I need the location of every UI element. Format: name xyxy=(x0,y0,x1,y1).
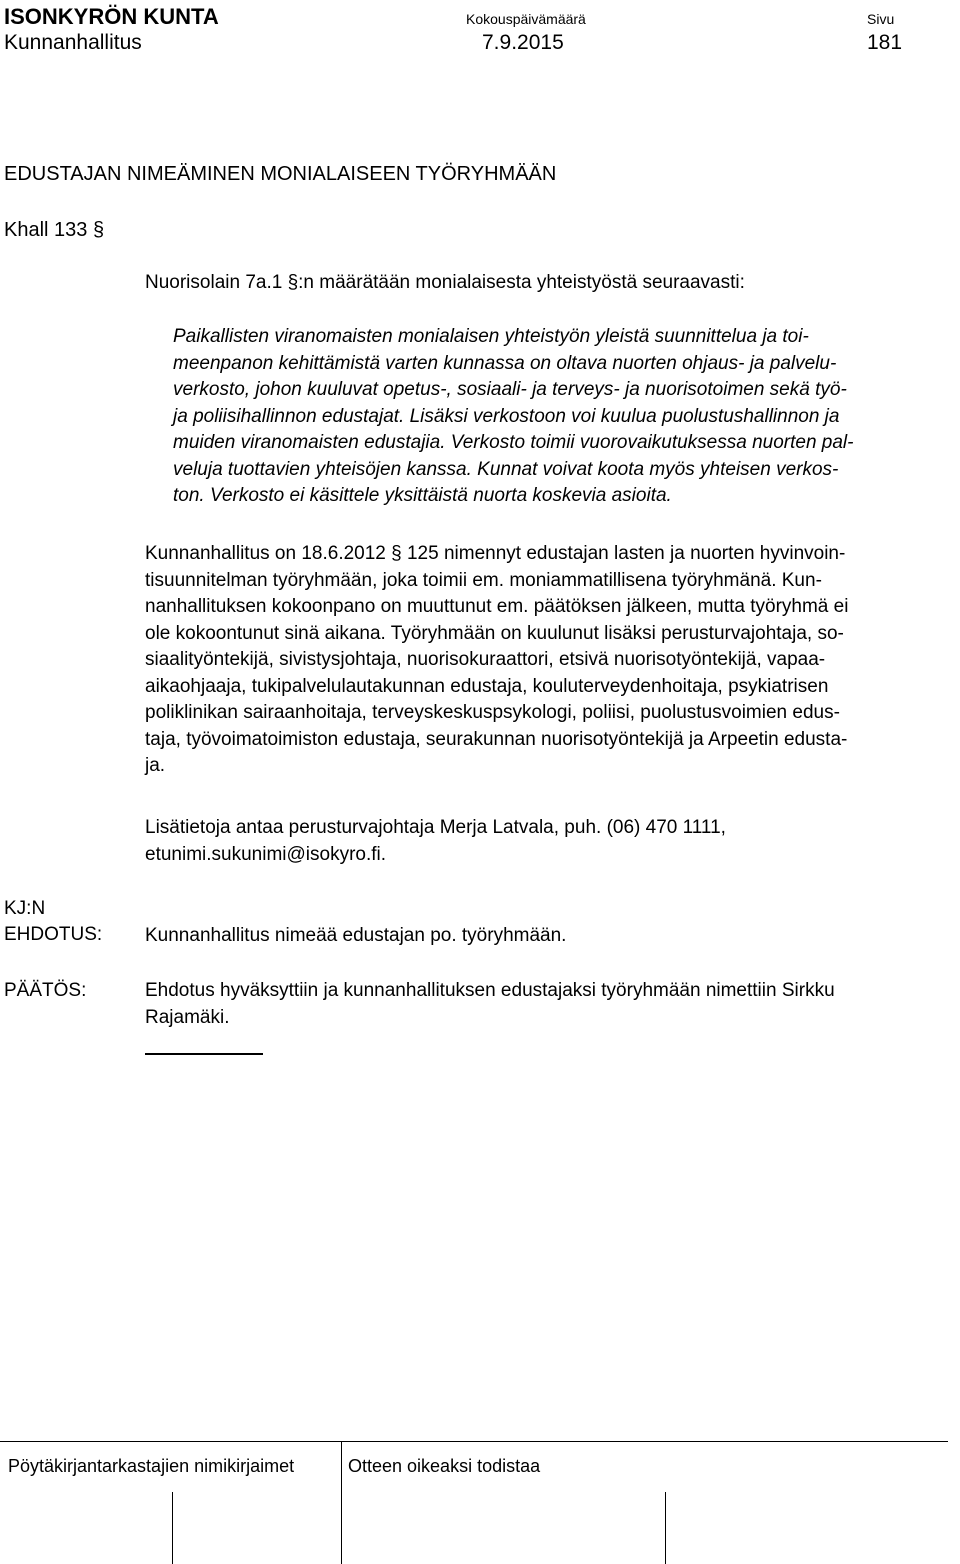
background-line: taja, työvoimatoimiston edustaja, seurakunnan nuorisotyöntekijä ja Arpeetin edusta- xyxy=(145,728,848,750)
proposal-text: Kunnanhallitus nimeää edustajan po. työryhmään. xyxy=(145,925,567,946)
signatures-label: Pöytäkirjantarkastajien nimikirjaimet xyxy=(8,1456,295,1476)
contact-line: etunimi.sukunimi@isokyro.fi. xyxy=(145,843,387,865)
page-number: 181 xyxy=(867,31,903,54)
quote-line: Paikallisten viranomaisten monialaisen yhteistyön yleistä suunnittelua ja toi- xyxy=(173,326,809,347)
section-reference: Khall 133 § xyxy=(4,219,105,241)
background-paragraph xyxy=(145,541,955,780)
meeting-date: 7.9.2015 xyxy=(482,31,564,54)
intro-paragraph: Nuorisolain 7a.1 §:n määrätään monialaisesta yhteistyöstä seuraavasti: xyxy=(145,272,745,293)
meeting-body: Kunnanhallitus xyxy=(4,31,142,54)
background-line: aikaohjaaja, tukipalvelulautakunnan edustaja, kouluterveydenhoitaja, psykiatrisen xyxy=(145,675,829,697)
background-line: Kunnanhallitus on 18.6.2012 § 125 nimennyt edustajan lasten ja nuorten hyvinvoin- xyxy=(145,543,846,564)
footer-left-box-divider xyxy=(172,1492,173,1564)
organization-name: ISONKYRÖN KUNTA xyxy=(4,4,219,29)
background-line: ja. xyxy=(145,755,166,776)
background-line: siaalityöntekijä, sivistysjohtaja, nuorisokuraattori, etsivä nuorisotyöntekijä, vapaa- xyxy=(145,649,826,670)
page-label: Sivu xyxy=(867,11,895,27)
end-rule xyxy=(145,1053,263,1055)
quote-line: ton. Verkosto ei käsittele yksittäistä nuorta koskevia asioita. xyxy=(173,485,672,506)
background-line: ole kokoontunut sinä aikana. Työryhmään on kuulunut lisäksi perusturvajohtaja, so- xyxy=(145,622,844,644)
footer-divider xyxy=(341,1441,342,1564)
decision-text xyxy=(145,978,955,1031)
quote-line: verkosto, johon kuuluvat opetus-, sosiaali- ja terveys- ja nuorisotoimen sekä työ- xyxy=(173,379,847,400)
quote-line: ja poliisihallinnon edustajat. Lisäksi verkostoon voi kuulua puolustushallinnon ja xyxy=(173,405,840,427)
decision-line: Ehdotus hyväksyttiin ja kunnanhallituksen edustajaksi työryhmään nimettiin Sirkku xyxy=(145,980,835,1001)
quote-line: meenpanon kehittämistä varten kunnassa on oltava nuorten ohjaus- ja palvelu- xyxy=(173,352,837,374)
footer-right-box-divider xyxy=(665,1492,666,1564)
contact-paragraph xyxy=(145,815,945,868)
certified-label: Otteen oikeaksi todistaa xyxy=(348,1456,541,1476)
section-title: EDUSTAJAN NIMEÄMINEN MONIALAISEEN TYÖRYHMÄÄN xyxy=(4,163,557,185)
date-label: Kokouspäivämäärä xyxy=(466,11,586,27)
background-line: tisuunnitelman työryhmään, joka toimii em. moniammatillisena työryhmänä. Kun- xyxy=(145,569,822,591)
quote-line: muiden viranomaisten edustajia. Verkosto toimii vuorovaikutuksessa nuorten pal- xyxy=(173,432,854,453)
background-line: poliklinikan sairaanhoitaja, terveyskeskuspsykologi, poliisi, puolustusvoimien edus- xyxy=(145,702,840,723)
quote-line: veluja tuottavien yhteisöjen kanssa. Kunnat voivat koota myös yhteisen verkos- xyxy=(173,458,839,480)
decision-label: PÄÄTÖS: xyxy=(4,980,87,1001)
proposal-label: KJ:N EHDOTUS: xyxy=(4,898,103,945)
decision-line: Rajamäki. xyxy=(145,1006,230,1028)
footer-top-rule xyxy=(0,1441,948,1442)
contact-line: Lisätietoja antaa perusturvajohtaja Merja Latvala, puh. (06) 470 1111, xyxy=(145,817,726,838)
background-line: nanhallituksen kokoonpano on muuttunut em. päätöksen jälkeen, mutta työryhmä ei xyxy=(145,596,849,617)
law-quote xyxy=(173,324,953,510)
